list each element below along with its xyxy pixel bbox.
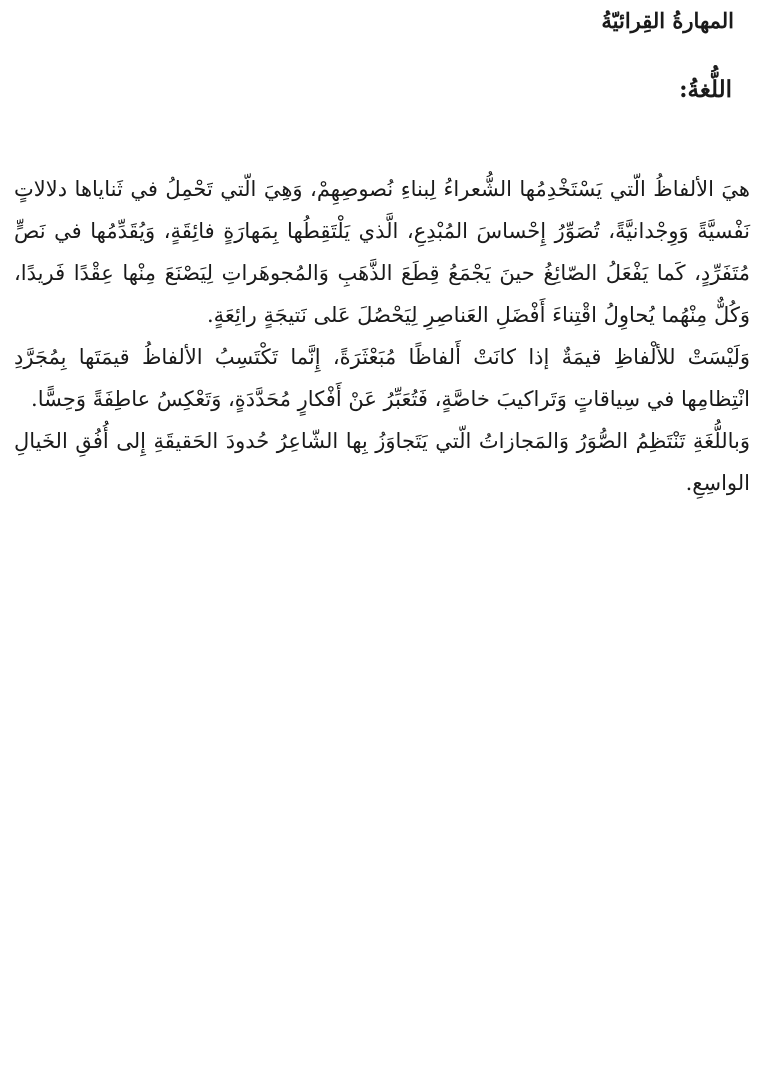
section-title: المهارةُ القِرائيّةُ — [601, 8, 734, 33]
paragraph-3: وَباللُّغَةِ تَنْتَظِمُ الصُّوَرُ وَالمَجازاتُ الّتي يَتَجاوَزُ بِها الشّاعِرُ حُدودَ الحَقيقَةِ إِلى أُفُقِ الخَيالِ الواسِعِ. — [14, 429, 750, 495]
body-text — [14, 168, 750, 504]
paragraph-2: وَلَيْسَتْ للألْفاظِ قيمَةٌ إذا كانَتْ أَلفاظًا مُبَعْثَرَةً، إِنَّما تَكْتَسِبُ الألفاظُ قيمَتَها بِمُجَرَّدِ انْتِظامِها في سِياقاتٍ وَتَراكيبَ خاصَّةٍ، فَتُعَبِّرُ عَنْ أَفْكارٍ مُحَدَّدَةٍ، وَتَعْكِسُ عاطِفَةً وَحِسًّا. — [14, 345, 750, 411]
paragraph-1: هيَ الألفاظُ الّتي يَسْتَخْدِمُها الشُّعراءُ لِبناءِ نُصوصِهِمْ، وَهِيَ الّتي تَحْمِلُ في ثَناياها دلالاتٍ نَفْسيَّةً وَوِجْدانيَّةً، تُصَوِّرُ إِحْساسَ المُبْدِعِ، الَّذي يَلْتَقِطُها بِمَهارَةٍ فائِقَةٍ، وَيُقَدِّمُها في نَصٍّ مُتَفَرِّدٍ، كَما يَفْعَلُ الصّائِغُ حينَ يَجْمَعُ قِطَعَ الذَّهَبِ وَالمُجوهَراتِ لِيَصْنَعَ مِنْها عِقْدًا فَريدًا، وَكُلٌّ مِنْهُما يُحاوِلُ اقْتِناءَ أَفْضَلِ العَناصِرِ لِيَحْصُلَ عَلى نَتيجَةٍ رائِعَةٍ. — [14, 177, 750, 327]
sub-title: اللُّغةُ: — [679, 76, 732, 103]
